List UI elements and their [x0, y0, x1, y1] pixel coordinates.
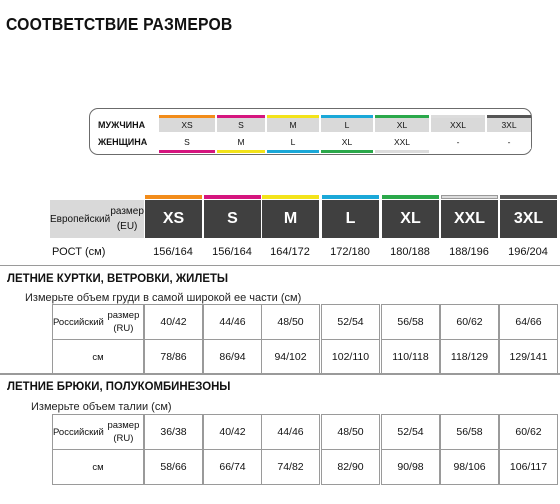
divider	[0, 374, 560, 375]
size-value-cell: 58/66	[144, 449, 203, 485]
row-label-line: размер (RU)	[107, 310, 140, 334]
gender-size-cell: XS	[159, 118, 215, 132]
size-value-cell: 48/50	[321, 414, 380, 450]
section-title: ЛЕТНИЕ БРЮКИ, ПОЛУКОМБИНЕЗОНЫ	[7, 379, 231, 393]
eu-size-cell: L	[322, 200, 379, 238]
gender-size-cell: L	[321, 118, 373, 132]
size-value-cell: 44/46	[261, 414, 320, 450]
eu-size-cell: S	[204, 200, 261, 238]
gender-color-bar	[217, 150, 265, 153]
gender-size-cell: XXL	[431, 118, 485, 132]
size-value-cell: 52/54	[321, 304, 380, 340]
row-label-line: Российский	[53, 426, 104, 438]
gender-color-bar	[159, 115, 215, 118]
size-value-cell: 98/106	[440, 449, 499, 485]
size-value-cell: 110/118	[381, 339, 440, 375]
size-value-cell: 74/82	[261, 449, 320, 485]
size-value-cell: 48/50	[261, 304, 320, 340]
eu-size-cell: M	[262, 200, 319, 238]
gender-color-bar	[267, 115, 319, 118]
height-cell: 172/180	[330, 246, 370, 258]
size-color-bar	[441, 195, 498, 199]
gender-color-bar	[267, 150, 319, 153]
gender-color-bar	[431, 115, 485, 118]
height-cell: 156/164	[153, 246, 193, 258]
size-value-cell: 86/94	[203, 339, 262, 375]
gender-color-bar	[375, 150, 429, 153]
height-cell: 156/164	[212, 246, 252, 258]
gender-size-cell: XL	[321, 135, 373, 149]
size-value-cell: 36/38	[144, 414, 203, 450]
size-value-cell: 106/117	[499, 449, 558, 485]
eu-size-cell: XXL	[441, 200, 498, 238]
section-title: ЛЕТНИЕ КУРТКИ, ВЕТРОВКИ, ЖИЛЕТЫ	[7, 271, 229, 285]
size-color-bar	[500, 195, 557, 199]
size-value-cell: 56/58	[440, 414, 499, 450]
gender-row-label: МУЖЧИНА	[98, 120, 146, 130]
height-cell: 180/188	[390, 246, 430, 258]
gender-color-bar	[159, 150, 215, 153]
height-cell: 196/204	[508, 246, 548, 258]
size-value-cell: 90/98	[381, 449, 440, 485]
gender-color-bar	[321, 150, 373, 153]
size-value-cell: 118/129	[440, 339, 499, 375]
row-label-line: см	[92, 461, 104, 473]
gender-color-bar	[487, 115, 531, 118]
eu-size-label-line: Европейский	[50, 213, 111, 225]
size-color-bar	[322, 195, 379, 199]
gender-size-cell: 3XL	[487, 118, 531, 132]
gender-size-cell: M	[267, 118, 319, 132]
row-label	[52, 414, 144, 450]
eu-size-label	[50, 200, 144, 238]
section-note: Измерьте объем груди в самой широкой ее части (см)	[25, 292, 302, 304]
height-label: РОСТ (см)	[52, 246, 106, 258]
size-value-cell: 66/74	[203, 449, 262, 485]
size-value-cell: 40/42	[144, 304, 203, 340]
size-value-cell: 40/42	[203, 414, 262, 450]
gender-size-cell: -	[431, 135, 485, 149]
gender-size-cell: XXL	[375, 135, 429, 149]
row-label-line: размер (RU)	[107, 420, 140, 444]
section-note: Измерьте объем талии (см)	[31, 401, 172, 413]
row-label-line: см	[92, 351, 104, 363]
size-value-cell: 82/90	[321, 449, 380, 485]
eu-size-cell: XL	[382, 200, 439, 238]
row-label	[52, 449, 144, 485]
size-value-cell: 56/58	[381, 304, 440, 340]
gender-size-cell: L	[267, 135, 319, 149]
size-value-cell: 60/62	[440, 304, 499, 340]
row-label	[52, 304, 144, 340]
size-value-cell: 78/86	[144, 339, 203, 375]
gender-color-bar	[375, 115, 429, 118]
size-value-cell: 129/141	[499, 339, 558, 375]
size-value-cell: 52/54	[381, 414, 440, 450]
height-cell: 188/196	[449, 246, 489, 258]
row-label	[52, 339, 144, 375]
size-value-cell: 44/46	[203, 304, 262, 340]
row-label-line: Российский	[53, 316, 104, 328]
size-color-bar	[382, 195, 439, 199]
divider	[0, 265, 560, 266]
size-value-cell: 102/110	[321, 339, 380, 375]
size-value-cell: 94/102	[261, 339, 320, 375]
size-value-cell: 64/66	[499, 304, 558, 340]
size-value-cell: 60/62	[499, 414, 558, 450]
gender-color-bar	[321, 115, 373, 118]
eu-size-cell: 3XL	[500, 200, 557, 238]
size-color-bar	[145, 195, 202, 199]
gender-row-label: ЖЕНЩИНА	[98, 137, 148, 147]
gender-size-cell: XL	[375, 118, 429, 132]
eu-size-cell: XS	[145, 200, 202, 238]
eu-size-label-line: размер (EU)	[110, 206, 144, 232]
size-color-bar	[262, 195, 319, 199]
gender-color-bar	[217, 115, 265, 118]
size-color-bar	[204, 195, 261, 199]
gender-size-cell: -	[487, 135, 531, 149]
gender-size-cell: S	[159, 135, 215, 149]
page-title: СООТВЕТСТВИЕ РАЗМЕРОВ	[6, 14, 233, 34]
gender-size-cell: S	[217, 118, 265, 132]
gender-size-cell: M	[217, 135, 265, 149]
height-cell: 164/172	[270, 246, 310, 258]
